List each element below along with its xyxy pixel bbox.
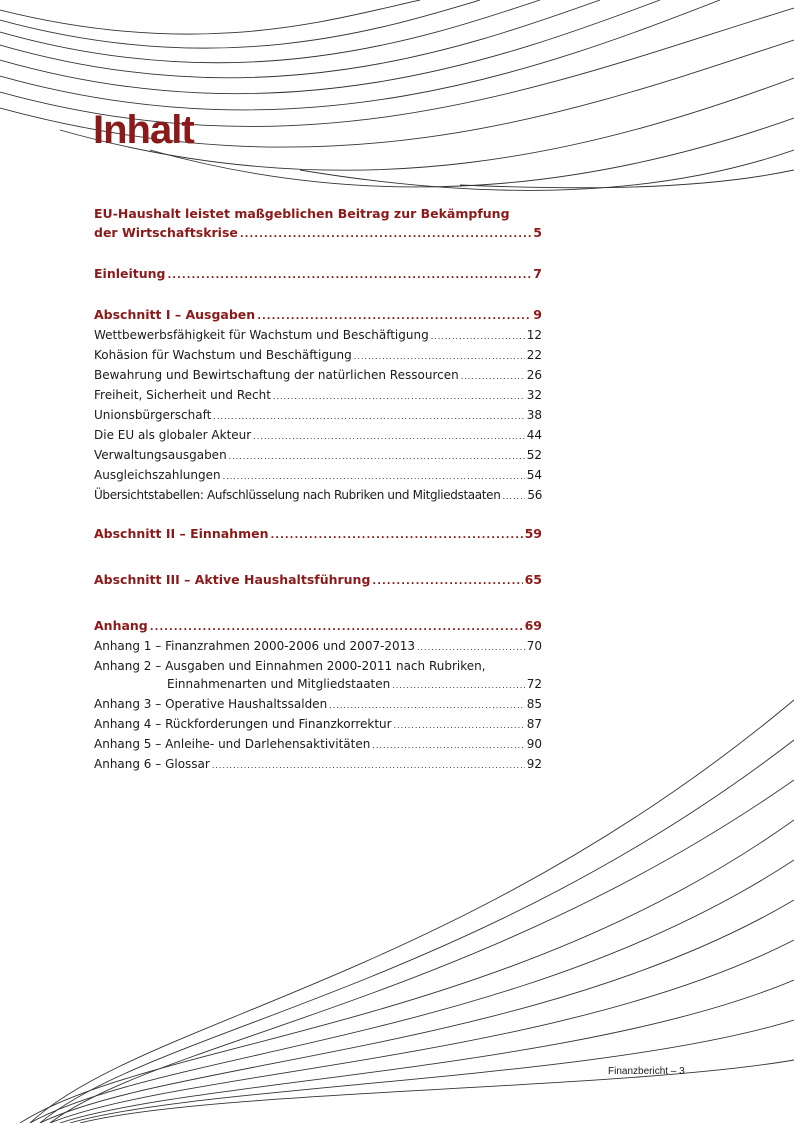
- dot-leader: [372, 572, 522, 591]
- dot-leader: [229, 448, 525, 466]
- toc-label: Freiheit, Sicherheit und Recht: [94, 388, 271, 402]
- toc-subentry[interactable]: [94, 346, 542, 366]
- toc-page-number: 52: [526, 448, 542, 462]
- dot-leader: [354, 348, 525, 366]
- dot-leader: [240, 225, 531, 244]
- toc-label: Verwaltungsausgaben: [94, 448, 227, 462]
- dot-leader: [461, 368, 525, 386]
- toc-subentry[interactable]: [94, 326, 542, 346]
- dot-leader: [168, 266, 532, 285]
- toc-page-number: 65: [524, 572, 542, 587]
- toc-subentry[interactable]: [94, 466, 542, 486]
- toc-label: Anhang 5 – Anleihe- und Darlehensaktivitäten: [94, 737, 371, 751]
- toc-subentry[interactable]: [94, 657, 542, 675]
- toc-subentry[interactable]: [94, 715, 542, 735]
- toc-label: Anhang 6 – Glossar: [94, 757, 210, 771]
- dot-leader: [270, 526, 522, 545]
- toc-entry-abschnitt-1[interactable]: [94, 305, 542, 326]
- dot-leader: [223, 468, 525, 486]
- toc-label: Abschnitt III – Aktive Haushaltsführung: [94, 572, 371, 587]
- dot-leader: [372, 737, 524, 755]
- toc-label: Anhang: [94, 618, 148, 633]
- toc-label: Abschnitt II – Einnahmen: [94, 526, 269, 541]
- dot-leader: [392, 677, 524, 695]
- toc-subentry[interactable]: [94, 446, 542, 466]
- toc-label: Kohäsion für Wachstum und Beschäftigung: [94, 348, 352, 362]
- toc-entry-anhang[interactable]: [94, 616, 542, 637]
- toc-page-number: 7: [533, 266, 542, 281]
- toc-intro-line2: der Wirtschaftskrise: [94, 225, 238, 240]
- toc-label: Übersichtstabellen: Aufschlüsselung nach Rubriken und Mitgliedstaaten: [94, 488, 501, 502]
- toc-intro-line1[interactable]: EU-Haushalt leistet maßgeblichen Beitrag zur Bekämpfung: [94, 206, 510, 221]
- toc-page-number: 9: [533, 307, 542, 322]
- toc-page-number: 5: [533, 225, 542, 240]
- page-title: Inhalt: [93, 108, 194, 152]
- toc-subentry[interactable]: [94, 637, 542, 657]
- toc-intro-entry[interactable]: [94, 223, 542, 244]
- table-of-contents: [94, 204, 542, 775]
- dot-leader: [273, 388, 525, 406]
- toc-subentry[interactable]: [94, 755, 542, 775]
- toc-entry-abschnitt-2[interactable]: [94, 524, 542, 545]
- dot-leader: [431, 328, 525, 346]
- dot-leader: [213, 408, 524, 426]
- toc-page-number: 32: [526, 388, 542, 402]
- toc-subentry[interactable]: [94, 366, 542, 386]
- toc-subentry[interactable]: [94, 386, 542, 406]
- toc-subentry[interactable]: [94, 486, 542, 506]
- toc-subentry-continuation[interactable]: [94, 675, 542, 695]
- toc-label: Einleitung: [94, 266, 166, 281]
- toc-page-number: 69: [524, 618, 542, 633]
- toc-page-number: 22: [526, 348, 542, 362]
- toc-page-number: 26: [526, 368, 542, 382]
- toc-page-number: 90: [526, 737, 542, 751]
- toc-label: Die EU als globaler Akteur: [94, 428, 252, 442]
- toc-label: Ausgleichszahlungen: [94, 468, 221, 482]
- dot-leader: [417, 639, 525, 657]
- dot-leader: [257, 307, 531, 326]
- toc-subentry[interactable]: [94, 735, 542, 755]
- dot-leader: [502, 488, 525, 506]
- toc-page-number: 12: [526, 328, 542, 342]
- toc-label: Abschnitt I – Ausgaben: [94, 307, 256, 322]
- toc-page-number: 92: [526, 757, 542, 771]
- toc-label: Anhang 4 – Rückforderungen und Finanzkorrektur: [94, 717, 392, 731]
- page-footer: Finanzbericht – 3: [608, 1066, 685, 1077]
- toc-label: Unionsbürgerschaft: [94, 408, 212, 422]
- dot-leader: [150, 618, 523, 637]
- toc-subentry[interactable]: [94, 695, 542, 715]
- dot-leader: [329, 697, 525, 715]
- toc-entry-einleitung[interactable]: [94, 264, 542, 285]
- toc-label: Anhang 3 – Operative Haushaltssalden: [94, 697, 328, 711]
- toc-page-number: 38: [526, 408, 542, 422]
- toc-page-number: 87: [526, 717, 542, 731]
- toc-label: Bewahrung und Bewirtschaftung der natürlichen Ressourcen: [94, 368, 459, 382]
- toc-page-number: 54: [526, 468, 542, 482]
- dot-leader: [212, 757, 525, 775]
- toc-label: Wettbewerbsfähigkeit für Wachstum und Beschäftigung: [94, 328, 429, 342]
- toc-label: Anhang 1 – Finanzrahmen 2000-2006 und 2007-2013: [94, 639, 415, 653]
- toc-page-number: 44: [526, 428, 542, 442]
- toc-subentry[interactable]: [94, 426, 542, 446]
- toc-page-number: 85: [526, 697, 542, 711]
- toc-subentry[interactable]: [94, 406, 542, 426]
- dot-leader: [394, 717, 525, 735]
- toc-page-number: 59: [524, 526, 542, 541]
- toc-label: Einnahmenarten und Mitgliedstaaten: [167, 677, 391, 691]
- dot-leader: [253, 428, 525, 446]
- toc-page-number: 70: [526, 639, 542, 653]
- toc-entry-abschnitt-3[interactable]: [94, 570, 542, 591]
- toc-label: Anhang 2 – Ausgaben und Einnahmen 2000-2011 nach Rubriken,: [94, 659, 486, 673]
- toc-page-number: 56: [527, 488, 542, 502]
- toc-page-number: 72: [526, 677, 542, 691]
